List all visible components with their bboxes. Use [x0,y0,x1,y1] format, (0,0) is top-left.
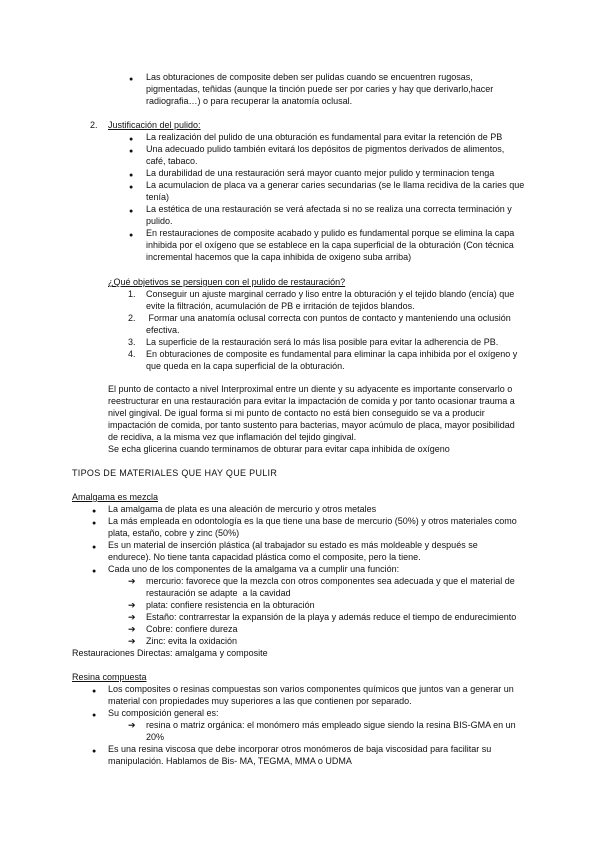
resina-bullet-1-line-2: material con propiedades muy superiores a las que contienen por separado. [108,696,412,706]
resina-sub-line-1: resina o matriz orgánica: el monómero más empleado sigue siendo la resina BIS-GMA en un [146,720,516,730]
justif-bullet-4-line-2: tenía) [146,192,170,202]
bullet-icon: ● [92,508,97,515]
bullet-icon: ● [129,76,134,83]
objetivo-4-line-2: que queda en la capa superficial de la obturación. [146,361,345,371]
justif-bullet-2-line-1: Una adecuado pulido también evitará los depósitos de pigmentos derivados de alimentos, [146,144,505,154]
bullet-icon: ● [92,688,97,695]
justif-bullet-5-line-1: La estética de una restauración se verá afectada si no se realiza una correcta terminación y [146,204,512,214]
amalgama-bullet-3-line-1: Es un material de inserción plástica (al trabajador su estado es más moldeable y después se [108,540,478,550]
amalgama-bullet-1: La amalgama de plata es una aleación de mercurio y otros metales [108,504,377,514]
arrow-right-icon: ➔ [128,612,136,622]
amalgama-sub-5: Zinc: evita la oxidación [146,636,238,646]
amalgama-sub-1-line-1: mercurio: favorece que la mezcla con otros componentes sea adecuada y que el material de [146,576,515,586]
resina-bullet-3-line-2: manipulación. Hablamos de Bis- MA, TEGMA, MMA o UDMA [108,756,352,766]
contacto-line-1: El punto de contacto a nivel Interproximal entre un diente y su adyacente es importante conservarlo o [108,384,513,394]
amalgama-bullet-4: Cada uno de los componentes de la amalgama va a cumplir una función: [108,564,400,574]
justif-bullet-6-line-2: inhibida por el oxígeno que se establece en la capa superficial de la obturación (Con técnica [146,240,514,250]
arrow-right-icon: ➔ [128,720,136,730]
objetivo-1-line-2: evite la filtración, acumulación de PB e irritación de tejidos blandos. [146,301,415,311]
objetivos-heading: ¿Qué objetivos se persiguen con el pulido de restauración? [108,277,346,287]
bullet-icon: ● [129,208,134,215]
bullet-icon: ● [129,172,134,179]
contacto-line-5: de recidiva, a la misma vez que inflamación del tejido gingival. [108,432,357,442]
bullet-icon: ● [129,232,134,239]
objetivo-1-line-1: Conseguir un ajuste marginal cerrado y liso entre la obturación y el tejido blando (encía) que [146,289,515,299]
justificacion-heading: Justificación del pulido: [108,120,201,130]
bullet-icon: ● [129,136,134,143]
objetivo-number: 3. [128,337,136,347]
bullet-icon: ● [92,568,97,575]
resina-sub-line-2: 20% [146,732,165,742]
bullet-icon: ● [92,520,97,527]
intro-line-1: Las obturaciones de composite deben ser pulidas cuando se encuentren rugosas, [146,72,473,82]
resina-heading: Resina compuesta [72,672,147,682]
amalgama-sub-2: plata: confiere resistencia en la obturación [146,600,315,610]
amalgama-sub-3: Estaño: contrarrestar la expansión de la playa y además reduce el tiempo de endurecimiento [146,612,517,622]
amalgama-sub-1-line-2: restauración se adapte a la cavidad [146,588,291,598]
bullet-icon: ● [92,544,97,551]
objetivo-number: 2. [128,313,136,323]
amalgama-footer: Restauraciones Directas: amalgama y composite [72,648,268,658]
arrow-right-icon: ➔ [128,600,136,610]
amalgama-sub-4: Cobre: confiere dureza [146,624,238,634]
resina-bullet-1-line-1: Los composites o resinas compuestas son varios componentes químicos que juntos van a generar un [108,684,514,694]
intro-line-3: radiografia…) o para recuperar la anatomía oclusal. [146,96,353,106]
objetivo-number: 4. [128,349,136,359]
resina-bullet-3-line-1: Es una resina viscosa que debe incorporar otros monómeros de baja viscosidad para facilitar su [108,744,492,754]
resina-bullet-2: Su composición general es: [108,708,219,718]
justif-bullet-3: La durabilidad de una restauración será mayor cuanto mejor pulido y terminacion tenga [146,168,495,178]
contacto-line-2: reestructurar en una restauración para evitar la impactación de comida y por tanto ocasionar trauma a [108,396,515,406]
objetivo-2-line-1: Formar una anatomía oclusal correcta con puntos de contacto y manteniendo una oclusión [146,313,511,323]
contacto-line-3: nivel gingival. De igual forma si mi punto de contacto no está bien conseguido se va a producir [108,408,485,418]
justif-bullet-1: La realización del pulido de una obturación es fundamental para evitar la retención de PB [146,132,503,142]
justif-bullet-5-line-2: pulido. [146,216,173,226]
justif-bullet-6-line-3: incremental hacemos que la capa inhibida de oxigeno suba arriba) [146,252,412,262]
arrow-right-icon: ➔ [128,576,136,586]
amalgama-bullet-3-line-2: endurece). No tiene tanta capacidad plástica como el composite, pero la tiene. [108,552,421,562]
objetivo-2-line-2: efectiva. [146,325,180,335]
section-number: 2. [90,120,98,130]
objetivo-4-line-1: En obturaciones de composite es fundamental para eliminar la capa inhibida por el oxígeno y [146,349,518,359]
bullet-icon: ● [92,748,97,755]
justif-bullet-4-line-1: La acumulacion de placa va a generar caries secundarias (se le llama recidiva de la caries que [146,180,525,190]
justif-bullet-6-line-1: En restauraciones de composite acabado y pulido es fundamental porque se elimina la capa [146,228,515,238]
objetivo-number: 1. [128,289,136,299]
objetivo-3-line-1: La superficie de la restauración será lo más lisa posible para evitar la adherencia de PB. [146,337,499,347]
arrow-right-icon: ➔ [128,624,136,634]
justif-bullet-2-line-2: café, tabaco. [146,156,198,166]
intro-line-2: pigmentadas, teñidas (aunque la tinción puede ser por caries y hay que derivarlo,hacer [146,84,494,94]
contacto-line-4: impactación de comida, por tanto sustento para bacterias, mayor acúmulo de placa, mayor posibilidad [108,420,515,430]
bullet-icon: ● [92,712,97,719]
arrow-right-icon: ➔ [128,636,136,646]
amalgama-heading: Amalgama es mezcla [72,492,159,502]
tipos-heading: TIPOS DE MATERIALES QUE HAY QUE PULIR [72,468,278,478]
bullet-icon: ● [129,148,134,155]
contacto-line-6: Se echa glicerina cuando terminamos de obturar para evitar capa inhibida de oxígeno [108,444,450,454]
bullet-icon: ● [129,184,134,191]
amalgama-bullet-2-line-2: plata, estaño, cobre y zinc (50%) [108,528,240,538]
amalgama-bullet-2-line-1: La más empleada en odontología es la que tiene una base de mercurio (50%) y otros materiales como [108,516,517,526]
